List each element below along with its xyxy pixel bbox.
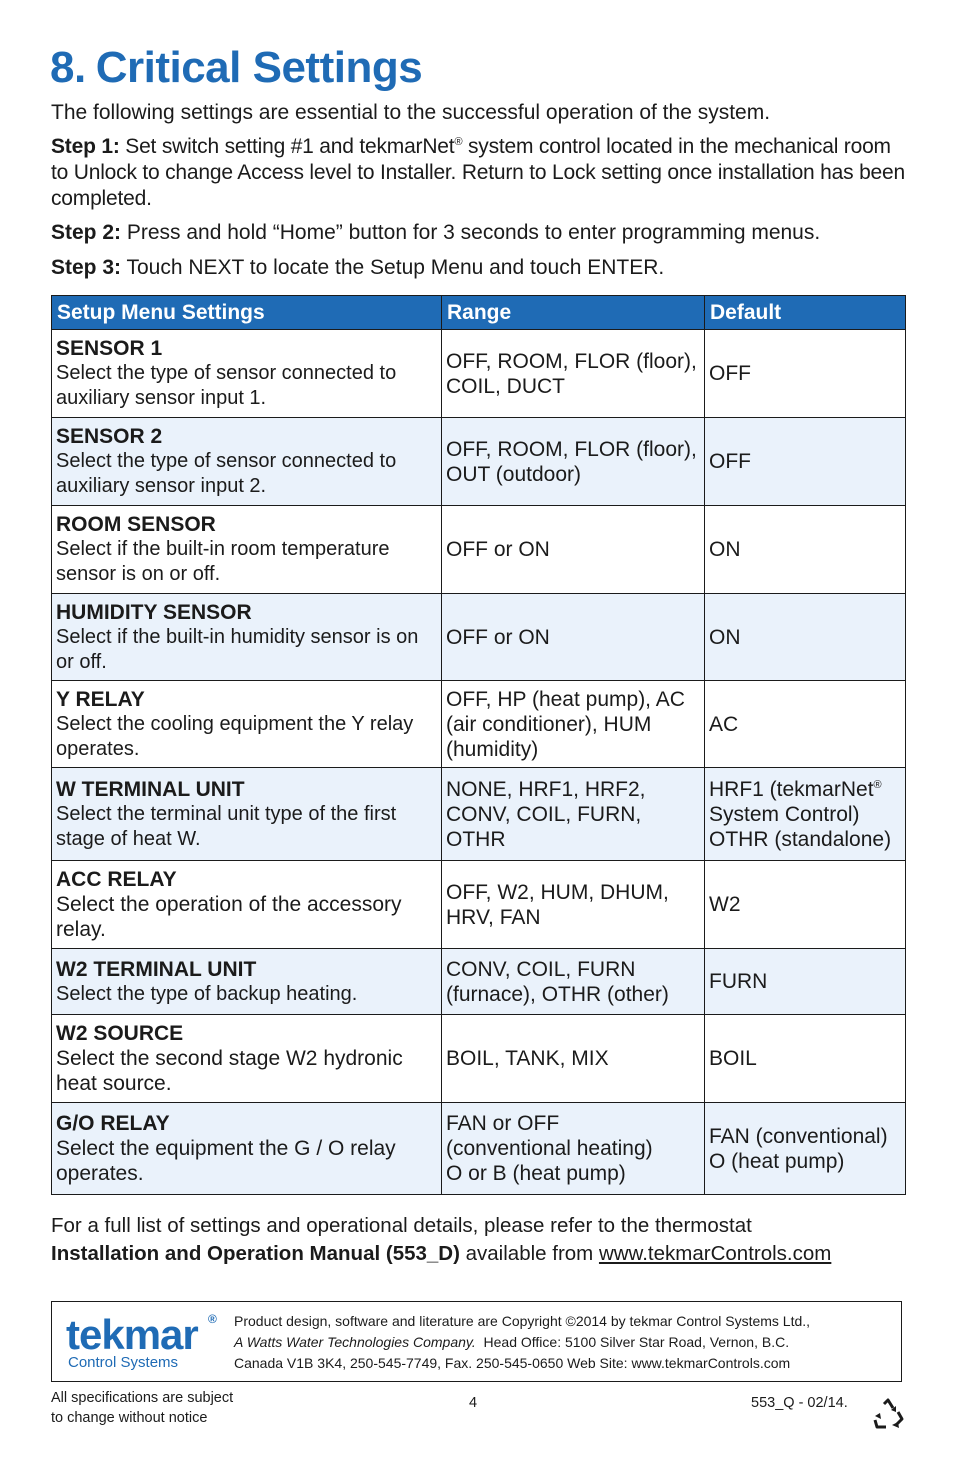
default-cell: W2 xyxy=(705,861,906,949)
copyright-line-1: Product design, software and literature are Copyright ©2014 by tekmar Control Systems Ltd., xyxy=(234,1313,811,1329)
page-number: 4 xyxy=(469,1395,478,1411)
range-cell: OFF, HP (heat pump), AC (air conditioner), HUM (humidity) xyxy=(442,681,705,768)
setting-cell xyxy=(52,330,442,418)
table-row xyxy=(52,681,906,768)
setting-description: Select the cooling equipment the Y relay operates. xyxy=(56,712,414,760)
setting-name: W2 SOURCE xyxy=(56,1022,184,1045)
table-row xyxy=(52,768,906,861)
default-cell xyxy=(705,768,906,861)
setting-description: Select the type of sensor connected to auxiliary sensor input 2. xyxy=(56,450,397,497)
spec-notice xyxy=(51,1388,233,1428)
setting-cell xyxy=(52,418,442,506)
setting-cell xyxy=(52,861,442,949)
default-cell xyxy=(705,1103,906,1195)
setting-name: ROOM SENSOR xyxy=(56,513,216,536)
default-cell: ON xyxy=(705,594,906,681)
section-title: Critical Settings xyxy=(95,43,423,92)
website-link[interactable]: www.tekmarControls.com xyxy=(598,1242,832,1265)
range-line-3: O or B (heat pump) xyxy=(446,1162,626,1185)
setting-cell xyxy=(52,681,442,768)
table-row xyxy=(52,506,906,594)
setting-name: Y RELAY xyxy=(56,687,145,711)
registered-mark: ® xyxy=(873,778,882,791)
column-header-range: Range xyxy=(442,296,705,330)
setting-cell xyxy=(52,1103,442,1195)
step-1-text-b: system control located in the mechanical room to Unlock to change Access level to Installer. Return to Lock setting once installation has been completed. xyxy=(51,135,905,210)
range-cell: BOIL, TANK, MIX xyxy=(442,1015,705,1103)
copyright-text xyxy=(234,1311,894,1374)
table-header-row xyxy=(52,296,906,330)
copyright-line-3: Canada V1B 3K4, 250-545-7749, Fax. 250-545-0650 Web Site: www.tekmarControls.com xyxy=(234,1355,791,1371)
setting-cell xyxy=(52,1015,442,1103)
step-3-label: Step 3: xyxy=(51,256,122,279)
setting-cell xyxy=(52,768,442,861)
default-text-b: System Control) OTHR (standalone) xyxy=(709,802,892,851)
column-header-setting: Setup Menu Settings xyxy=(52,296,442,330)
step-1-text-a: Set switch setting #1 and tekmarNet xyxy=(119,135,455,158)
range-cell: NONE, HRF1, HRF2, CONV, COIL, FURN, OTHR xyxy=(442,768,705,861)
range-cell: CONV, COIL, FURN (furnace), OTHR (other) xyxy=(442,949,705,1015)
step-2 xyxy=(51,220,911,246)
recycle-icon xyxy=(872,1398,904,1430)
step-3-text: Touch NEXT to locate the Setup Menu and touch ENTER. xyxy=(121,256,665,279)
table-row xyxy=(52,594,906,681)
setting-description: Select the equipment the G / O relay operates. xyxy=(56,1137,396,1185)
default-cell: AC xyxy=(705,681,906,768)
table-row xyxy=(52,1103,906,1195)
setting-cell xyxy=(52,949,442,1015)
default-cell: FURN xyxy=(705,949,906,1015)
table-row xyxy=(52,330,906,418)
company-italic: A Watts Water Technologies Company. xyxy=(234,1334,476,1350)
logo-subtitle: Control Systems xyxy=(68,1354,179,1371)
table-row xyxy=(52,861,906,949)
column-header-default: Default xyxy=(705,296,906,330)
setting-description: Select the terminal unit type of the first stage of heat W. xyxy=(56,802,397,850)
setting-description: Select the operation of the accessory relay. xyxy=(56,893,402,941)
document-code: 553_Q - 02/14. xyxy=(751,1395,848,1411)
table-row xyxy=(52,949,906,1015)
default-cell: BOIL xyxy=(705,1015,906,1103)
page-title xyxy=(50,40,422,96)
setting-name: ACC RELAY xyxy=(56,868,177,891)
setting-description: Select if the built-in room temperature sensor is on or off. xyxy=(56,538,390,585)
default-cell: ON xyxy=(705,506,906,594)
setting-cell xyxy=(52,506,442,594)
step-2-label: Step 2: xyxy=(51,221,122,244)
default-cell: OFF xyxy=(705,418,906,506)
section-number: 8. xyxy=(50,43,86,92)
step-2-text: Press and hold “Home” button for 3 seconds to enter programming menus. xyxy=(121,221,821,244)
registered-mark: ® xyxy=(454,136,463,148)
setting-name: W TERMINAL UNIT xyxy=(56,777,245,801)
setting-name: SENSOR 1 xyxy=(56,337,163,360)
logo-registered-mark: ® xyxy=(208,1312,217,1326)
range-line-2: (conventional heating) xyxy=(446,1137,653,1160)
step-1 xyxy=(51,134,911,212)
setting-description: Select the second stage W2 hydronic heat source. xyxy=(56,1047,403,1095)
step-1-label: Step 1: xyxy=(51,135,120,158)
range-cell: OFF, W2, HUM, DHUM, HRV, FAN xyxy=(442,861,705,949)
tekmar-logo xyxy=(66,1312,221,1372)
setting-description: Select the type of backup heating. xyxy=(56,982,358,1005)
intro-lead: The following settings are essential to the successful operation of the system. xyxy=(51,101,771,124)
logo-wordmark: tekmar xyxy=(66,1311,198,1358)
manual-reference-line-1: For a full list of settings and operational details, please refer to the thermostat xyxy=(51,1214,752,1237)
default-line-2: O (heat pump) xyxy=(709,1149,845,1173)
setting-cell xyxy=(52,594,442,681)
available-from-text: available from xyxy=(459,1242,599,1265)
range-cell xyxy=(442,1103,705,1195)
range-cell: OFF or ON xyxy=(442,594,705,681)
range-cell: OFF or ON xyxy=(442,506,705,594)
manual-title: Installation and Operation Manual (553_D) xyxy=(51,1242,460,1265)
setting-name: SENSOR 2 xyxy=(56,425,163,448)
table-row xyxy=(52,418,906,506)
copyright-box xyxy=(51,1301,902,1382)
setting-description: Select the type of sensor connected to auxiliary sensor input 1. xyxy=(56,362,397,409)
setting-name: G/O RELAY xyxy=(56,1112,170,1135)
setting-description: Select if the built-in humidity sensor is on or off. xyxy=(56,625,419,673)
step-3 xyxy=(51,255,911,281)
range-cell: OFF, ROOM, FLOR (floor), COIL, DUCT xyxy=(442,330,705,418)
setting-name: W2 TERMINAL UNIT xyxy=(56,957,257,981)
range-cell: OFF, ROOM, FLOR (floor), OUT (outdoor) xyxy=(442,418,705,506)
default-text-a: HRF1 (tekmarNet xyxy=(709,777,874,801)
range-line-1: FAN or OFF xyxy=(446,1112,560,1135)
default-cell: OFF xyxy=(705,330,906,418)
setup-menu-table xyxy=(51,295,906,1195)
manual-reference xyxy=(51,1212,911,1268)
head-office: Head Office: 5100 Silver Star Road, Vernon, B.C. xyxy=(475,1334,790,1350)
setting-name: HUMIDITY SENSOR xyxy=(56,600,252,624)
table-row xyxy=(52,1015,906,1103)
default-line-1: FAN (conventional) xyxy=(709,1124,888,1148)
spec-notice-line-1: All specifications are subject xyxy=(51,1390,234,1406)
spec-notice-line-2: to change without notice xyxy=(51,1410,208,1426)
